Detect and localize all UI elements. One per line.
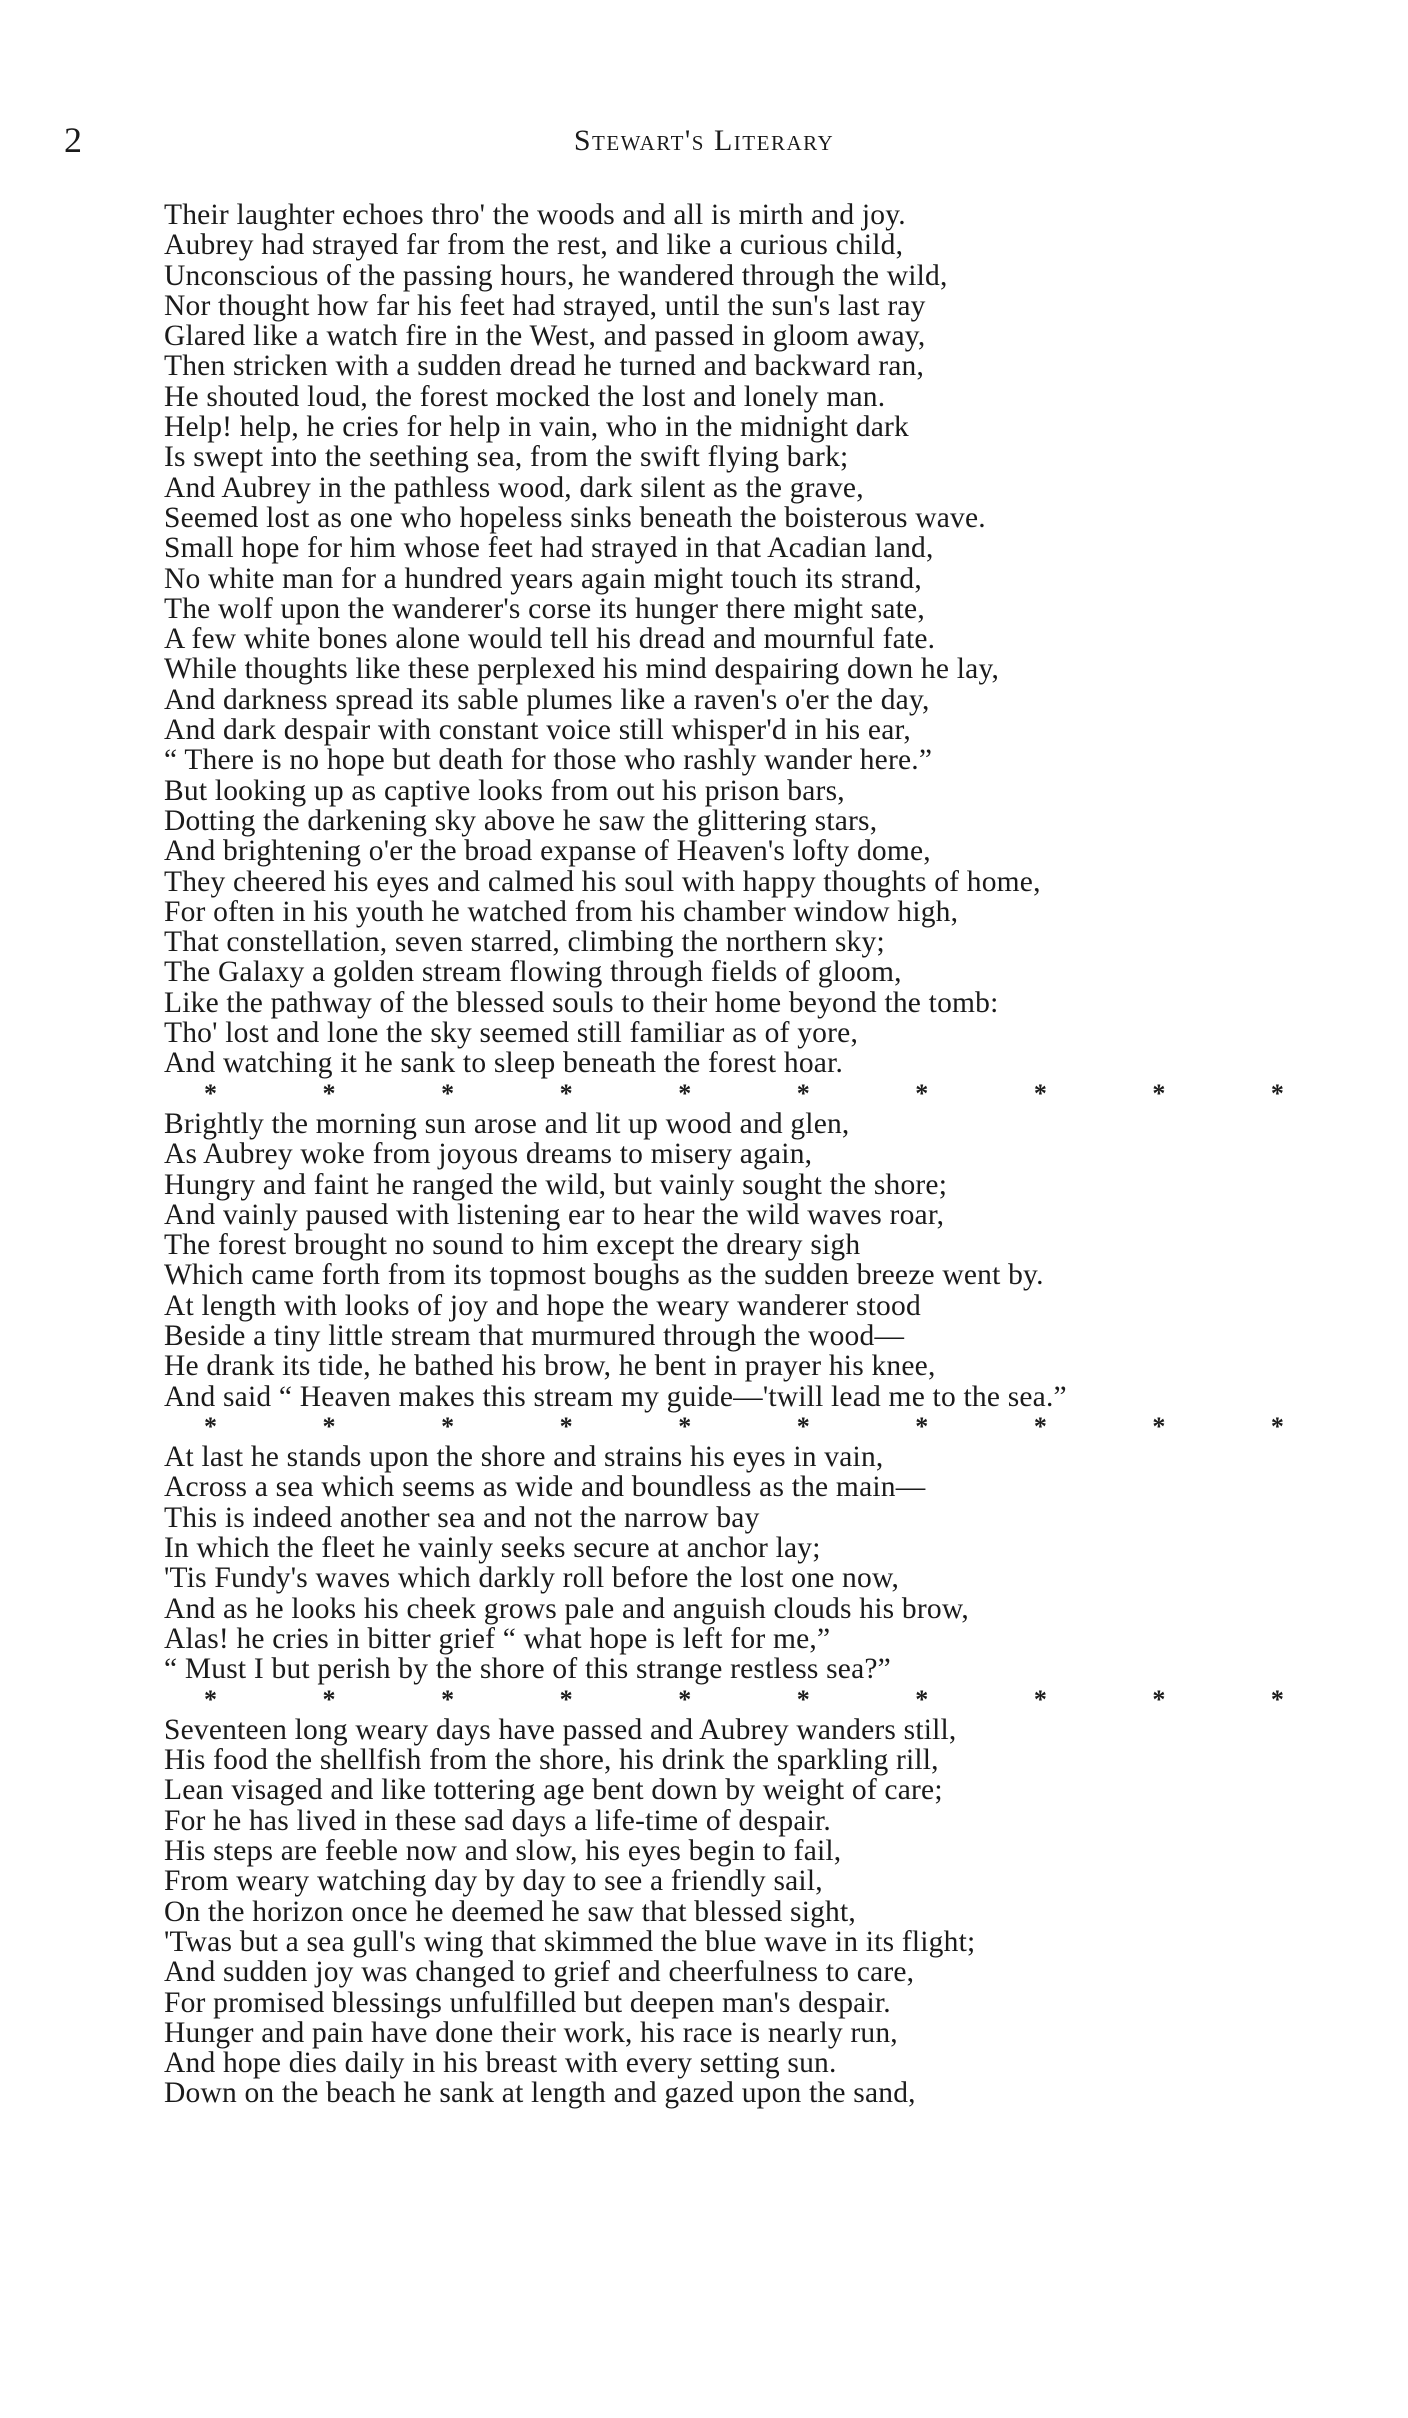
poem-line: They cheered his eyes and calmed his soul with happy thoughts of home, [164,865,1041,898]
poem-line: He drank its tide, he bathed his brow, he bent in prayer his knee, [164,1350,936,1383]
section-divider [164,1685,1294,1715]
poem-line: No white man for a hundred years again might touch its strand, [164,562,922,595]
stanza [164,1109,1294,1412]
poem-line: But looking up as captive looks from out his prison bars, [164,774,845,807]
poem-body [164,200,1294,2109]
divider-star: * [1033,1411,1047,1441]
divider-star: * [204,1411,217,1441]
poem-line: This is indeed another sea and not the narrow bay [164,1501,760,1534]
poem-line: Alas! he cries in bitter grief “ what hope is left for me,” [164,1622,831,1655]
poem-line: A few white bones alone would tell his dread and mournful fate. [164,623,936,656]
poem-line: At length with looks of joy and hope the weary wanderer stood [164,1289,921,1322]
poem-line: For often in his youth he watched from his chamber window high, [164,895,959,928]
poem-line: For he has lived in these sad days a life-time of despair. [164,1804,831,1837]
poem-line: Seemed lost as one who hopeless sinks beneath the boisterous wave. [164,501,986,534]
poem-line: And watching it he sank to sleep beneath the forest hoar. [164,1047,844,1080]
poem-line: In which the fleet he vainly seeks secure at anchor lay; [164,1532,821,1565]
divider-star: * [796,1078,810,1108]
poem-line: As Aubrey woke from joyous dreams to misery again, [164,1138,813,1171]
poem-line: And hope dies daily in his breast with every setting sun. [164,2047,837,2080]
divider-star: * [796,1684,810,1714]
stanza [164,1715,1294,2109]
divider-star: * [678,1078,692,1108]
poem-line: His food the shellfish from the shore, his drink the sparkling rill, [164,1744,939,1777]
page-number: 2 [64,120,82,160]
divider-star: * [322,1078,336,1108]
poem-line: His steps are feeble now and slow, his eyes begin to fail, [164,1835,842,1868]
stanza [164,200,1294,1079]
divider-star: * [915,1684,929,1714]
divider-star: * [1270,1684,1284,1714]
divider-star: * [678,1684,692,1714]
poem-line: 'Twas but a sea gull's wing that skimmed the blue wave in its flight; [164,1925,976,1958]
poem-line: “ Must I but perish by the shore of this strange restless sea?” [164,1653,891,1686]
poem-line: Hunger and pain have done their work, his race is nearly run, [164,2016,898,2049]
divider-star: * [204,1078,217,1108]
poem-line: The Galaxy a golden stream flowing through fields of gloom, [164,956,902,989]
divider-star: * [322,1684,336,1714]
poem-line: 'Tis Fundy's waves which darkly roll before the lost one now, [164,1562,900,1595]
divider-star: * [441,1078,455,1108]
divider-star: * [915,1078,929,1108]
poem-line: Dotting the darkening sky above he saw the glittering stars, [164,804,878,837]
poem-line: Their laughter echoes thro' the woods and all is mirth and joy. [164,199,906,231]
divider-star: * [204,1684,217,1714]
section-divider [164,1079,1294,1109]
divider-star: * [1270,1078,1284,1108]
poem-line: Small hope for him whose feet had strayed in that Acadian land, [164,532,934,565]
running-title: Stewart's Literary [573,124,835,157]
poem-line: The wolf upon the wanderer's corse its hunger there might sate, [164,592,925,625]
poem-line: That constellation, seven starred, climbing the northern sky; [164,926,885,959]
divider-star: * [1152,1411,1166,1441]
poem-line: He shouted loud, the forest mocked the lost and lonely man. [164,380,886,413]
stanza [164,1442,1294,1684]
poem-line: Like the pathway of the blessed souls to their home beyond the tomb: [164,986,999,1019]
divider-star: * [915,1411,929,1441]
divider-star: * [559,1411,573,1441]
poem-line: From weary watching day by day to see a friendly sail, [164,1865,823,1898]
poem-line: And said “ Heaven makes this stream my guide—'twill lead me to the sea.” [164,1380,1067,1413]
divider-star: * [1152,1684,1166,1714]
divider-star: * [1270,1411,1284,1441]
poem-line: And as he looks his cheek grows pale and anguish clouds his brow, [164,1592,969,1625]
poem-line: Unconscious of the passing hours, he wandered through the wild, [164,259,948,292]
poem-line: While thoughts like these perplexed his mind despairing down he lay, [164,653,1000,686]
divider-star: * [1152,1078,1166,1108]
divider-star: * [441,1411,455,1441]
poem-line: Seventeen long weary days have passed and Aubrey wanders still, [164,1713,957,1746]
poem-line: “ There is no hope but death for those who rashly wander here.” [164,744,933,777]
poem-line: And dark despair with constant voice still whisper'd in his ear, [164,714,911,747]
poem-line: And sudden joy was changed to grief and cheerfulness to care, [164,1956,915,1989]
poem-line: Nor thought how far his feet had strayed, until the sun's last ray [164,289,926,322]
poem-line: On the horizon once he deemed he saw that blessed sight, [164,1895,856,1928]
poem-line: Brightly the morning sun arose and lit up wood and glen, [164,1107,850,1140]
poem-line: Down on the beach he sank at length and gazed upon the sand, [164,2077,916,2110]
poem-line: Which came forth from its topmost boughs as the sudden breeze went by. [164,1259,1044,1292]
poem-line: Across a sea which seems as wide and boundless as the main— [164,1471,926,1504]
poem-line: Is swept into the seething sea, from the swift flying bark; [164,441,849,474]
divider-star: * [322,1411,336,1441]
poem-line: At last he stands upon the shore and strains his eyes in vain, [164,1441,884,1474]
poem-line: Beside a tiny little stream that murmured through the wood— [164,1319,905,1352]
divider-star: * [678,1411,692,1441]
section-divider [164,1412,1294,1442]
poem-line: Then stricken with a sudden dread he turned and backward ran, [164,350,925,383]
divider-star: * [1033,1078,1047,1108]
poem-line: And Aubrey in the pathless wood, dark silent as the grave, [164,471,864,504]
poem-line: And darkness spread its sable plumes like a raven's o'er the day, [164,683,930,716]
divider-star: * [441,1684,455,1714]
divider-star: * [559,1078,573,1108]
poem-line: Help! help, he cries for help in vain, who in the midnight dark [164,411,910,444]
poem-line: And brightening o'er the broad expanse of Heaven's lofty dome, [164,835,931,868]
poem-line: Aubrey had strayed far from the rest, and like a curious child, [164,229,904,262]
poem-line: Tho' lost and lone the sky seemed still familiar as of yore, [164,1017,859,1050]
poem-line: For promised blessings unfulfilled but deepen man's despair. [164,1986,891,2019]
poem-line: Glared like a watch fire in the West, and passed in gloom away, [164,320,926,353]
poem-line: Lean visaged and like tottering age bent down by weight of care; [164,1774,943,1807]
divider-star: * [559,1684,573,1714]
poem-line: The forest brought no sound to him except the dreary sigh [164,1229,861,1262]
poem-line: And vainly paused with listening ear to hear the wild waves roar, [164,1198,945,1231]
poem-line: Hungry and faint he ranged the wild, but vainly sought the shore; [164,1168,948,1201]
divider-star: * [1033,1684,1047,1714]
divider-star: * [796,1411,810,1441]
